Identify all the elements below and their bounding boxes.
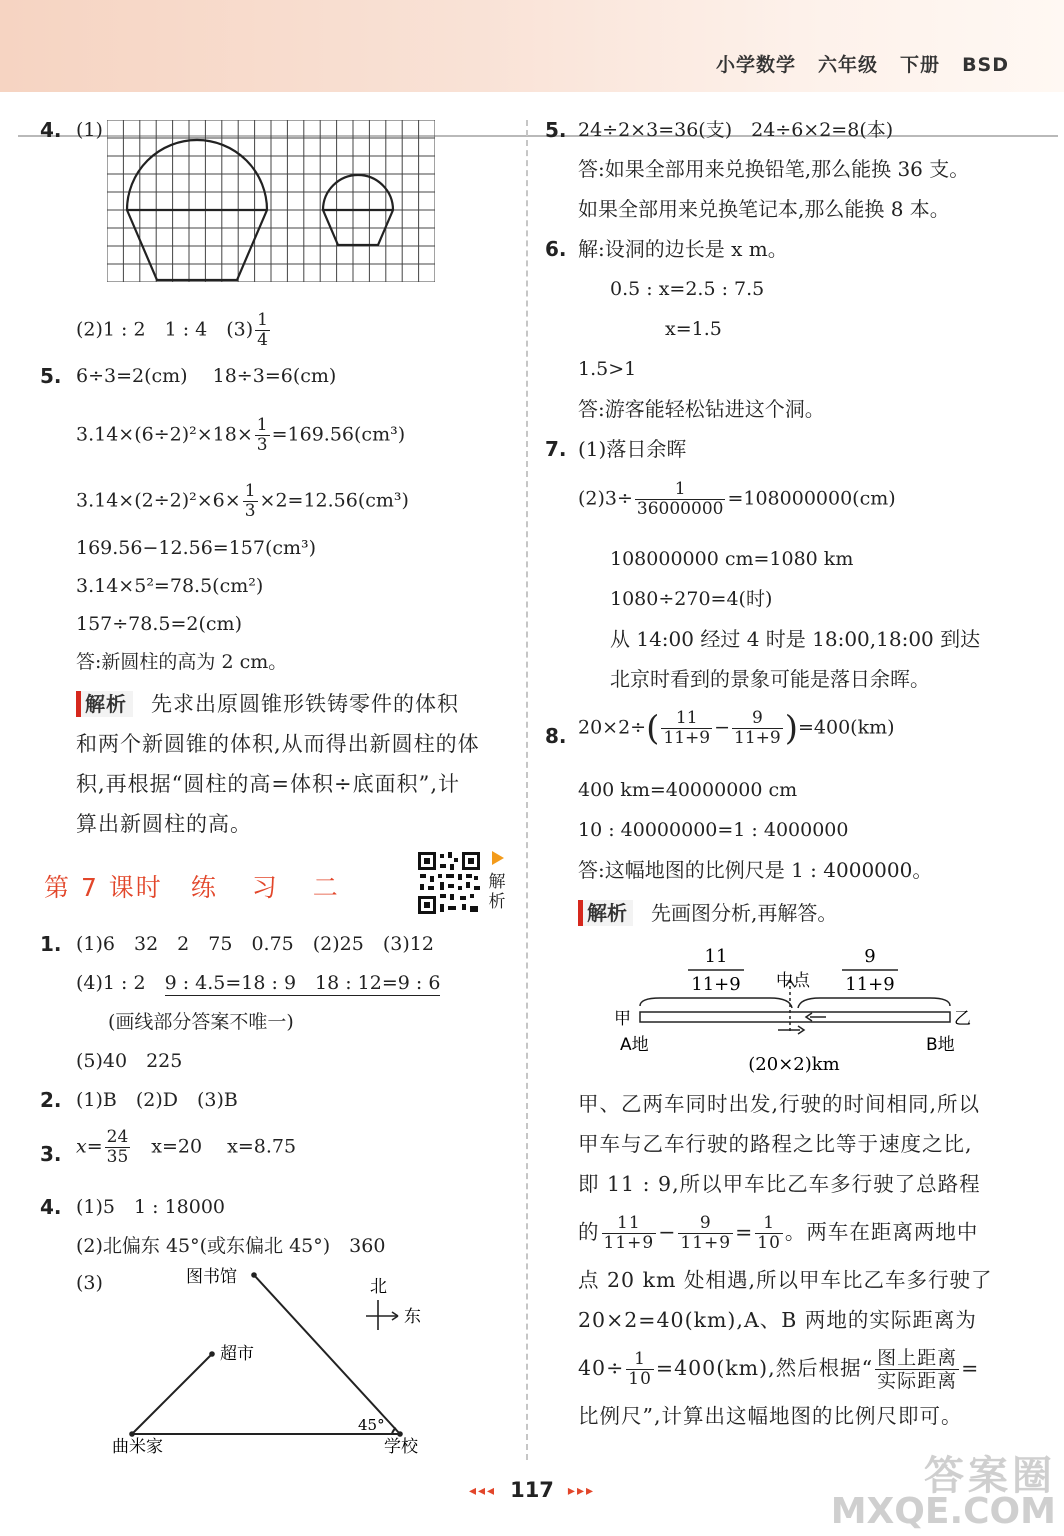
frac-num: 1 [256, 415, 268, 435]
e1-line2 [76, 971, 440, 995]
school-point [397, 1431, 403, 1437]
e1-line1: (1)6 32 2 75 0.75 (2)25 (3)12 [76, 933, 434, 955]
e1-line4: (5)40 225 [76, 1050, 183, 1072]
diag-jia: 甲 [614, 1009, 631, 1029]
r8-minus: − [714, 716, 730, 739]
e1-l2-underlined: 9 : 4.5=18 : 9 18 : 12=9 : 6 [164, 972, 441, 994]
book-info [694, 50, 1009, 77]
watermark [830, 1453, 1056, 1532]
analysis-line3: 积,再根据“圆柱的高=体积÷底面积”,计 [76, 772, 461, 796]
e3-fraction [105, 1128, 131, 1167]
diag-distance: (20×2)km [748, 1054, 840, 1075]
frac-num: 9 [678, 1214, 733, 1234]
expl-frac3 [755, 1214, 783, 1253]
prev-arrows-icon[interactable]: ◂◂◂ [468, 1483, 497, 1499]
r5-line2: 答:如果全部用来兑换铅笔,那么能换 36 支。 [578, 157, 970, 181]
frac-den: 11+9 [734, 728, 781, 748]
r6-line3: x=1.5 [665, 318, 722, 340]
paren-close: ) [784, 708, 798, 749]
r6-line4: 1.5>1 [578, 358, 637, 380]
q5-l3-fraction [243, 482, 258, 521]
next-arrows-icon[interactable]: ▸▸▸ [567, 1483, 596, 1499]
analysis-line4: 算出新圆柱的高。 [76, 812, 252, 836]
analysis-label: 解析 [578, 900, 633, 926]
r8-frac1 [661, 709, 712, 748]
frac-den: 10 [628, 1369, 652, 1389]
r8-l1a: 20×2÷ [578, 716, 647, 739]
q5-line2 [76, 416, 405, 455]
home-label: 曲米家 [112, 1437, 163, 1457]
frac-num: 1 [635, 480, 726, 500]
expl-l7b: =400(km),然后根据“ [655, 1356, 874, 1380]
expl-line6: 20×2=40(km),A、B 两地的实际距离为 [578, 1308, 977, 1332]
diag-midpoint: 中点 [776, 971, 810, 991]
q5-l2a: 3.14×(6÷2)²×18× [76, 423, 253, 446]
diag-frac1-num: 11 [704, 946, 728, 967]
frac-num: 11 [602, 1214, 657, 1234]
e4-number: 4. [40, 1195, 62, 1219]
e2-number: 2. [40, 1088, 62, 1112]
column-divider [526, 120, 528, 1460]
expl-l4b: 。两车在距离两地中 [784, 1220, 979, 1244]
map-lines [132, 1275, 400, 1434]
q5-line6: 157÷78.5=2(cm) [76, 613, 242, 635]
r7-line1: (1)落日余晖 [578, 437, 687, 461]
e1-line3: (画线部分答案不唯一) [108, 1011, 294, 1033]
grade: 六年级 [818, 54, 879, 76]
r6-number: 6. [545, 237, 567, 261]
e4-line2: (2)北偏东 45°(或东偏北 45°) 360 [76, 1235, 386, 1257]
watermark-line1: 答案圈 [924, 1453, 1056, 1499]
e2-line1: (1)B (2)D (3)B [76, 1089, 238, 1111]
q5-l3b: ×2=12.56(cm³) [259, 489, 409, 512]
expl-eq: = [735, 1220, 754, 1244]
play-icon [492, 851, 504, 865]
diag-frac1-den: 11+9 [691, 974, 741, 995]
frac-num: 1 [244, 481, 256, 501]
q5-l2-fraction [255, 416, 270, 455]
frac-den: 3 [244, 501, 256, 521]
frac-num: 24 [106, 1127, 129, 1147]
frac-num: 1 [626, 1350, 654, 1370]
library-label: 图书馆 [186, 1267, 237, 1287]
q4-number: 4. [40, 118, 62, 142]
frac-den: 实际距离 [877, 1370, 958, 1392]
frac-den: 11+9 [680, 1233, 732, 1253]
frac-den: 11+9 [663, 728, 711, 748]
q4-part2-text: (2)1 : 2 1 : 4 (3) [76, 318, 254, 341]
expl-minus: − [658, 1220, 677, 1244]
page-number-text: 117 [510, 1478, 554, 1502]
qr-label: 解析 [488, 872, 506, 912]
r8-line1 [578, 709, 895, 748]
diag-frac2-num: 9 [864, 946, 876, 967]
east-label: 东 [404, 1307, 421, 1327]
frac-num: 1 [257, 310, 268, 330]
home-point [129, 1431, 135, 1437]
r5-number: 5. [545, 118, 567, 142]
frac-num: 9 [732, 709, 783, 729]
analysis-label: 解析 [76, 691, 133, 717]
e4-line1: (1)5 1 : 18000 [76, 1196, 226, 1218]
expl-line4 [578, 1204, 1038, 1260]
q5-line3 [76, 482, 409, 521]
q5-answer: 答:新圆柱的高为 2 cm。 [76, 651, 288, 673]
r5-line1: 24÷2×3=36(支) 24÷6×2=8(本) [578, 119, 894, 141]
frac-den: 3 [256, 435, 268, 455]
subject: 小学数学 [716, 54, 797, 76]
diag-yi: 乙 [954, 1009, 971, 1029]
frac-num: 1 [755, 1214, 783, 1234]
angle-label: 45° [358, 1416, 385, 1434]
expl-frac1 [602, 1214, 657, 1253]
q5-line4: 169.56−12.56=157(cm³) [76, 537, 317, 559]
q4-part2 [76, 311, 272, 350]
north-label: 北 [370, 1277, 387, 1297]
expl-line1: 甲、乙两车同时出发,行驶的时间相同,所以 [578, 1092, 981, 1116]
small-shape [323, 175, 393, 245]
volume: 下册 [900, 54, 941, 76]
edition: BSD [962, 54, 1009, 76]
r7-line3: 108000000 cm=1080 km [610, 548, 854, 570]
compass-icon [366, 1300, 398, 1330]
r8-distance-diagram [600, 940, 990, 1080]
expl-line3: 即 11 : 9,所以甲车比乙车多行驶了总路程 [578, 1172, 981, 1196]
r7-l2b: =108000000(cm) [727, 487, 896, 510]
r5-line3: 如果全部用来兑换笔记本,那么能换 8 本。 [578, 197, 950, 221]
market-label: 超市 [220, 1344, 254, 1364]
grid-lines [107, 120, 435, 282]
r7-l2a: (2)3÷ [578, 487, 633, 510]
r8-frac2 [732, 709, 783, 748]
frac-den: 35 [106, 1147, 129, 1167]
q5-l2b: =169.56(cm³) [271, 423, 406, 446]
diag-b-place: B地 [926, 1035, 955, 1055]
r8-explanation [578, 1084, 1038, 1436]
watermark-line2: MXQE.COM [830, 1491, 1056, 1532]
e3-line1 [76, 1128, 296, 1167]
expl-line7 [578, 1340, 1038, 1396]
q4-part1: (1) [76, 119, 103, 141]
r8-number: 8. [545, 724, 567, 748]
e3-b: x=20 x=8.75 [132, 1135, 297, 1158]
r8-analysis [578, 900, 837, 926]
expl-l4a: 的 [578, 1220, 600, 1244]
expl-line2: 甲车与乙车行驶的路程之比等于速度之比, [578, 1132, 973, 1156]
expl-frac4 [626, 1350, 654, 1389]
market-point [209, 1351, 215, 1357]
r8-line4: 答:这幅地图的比例尺是 1 : 4000000。 [578, 858, 933, 882]
frac-den: 11+9 [603, 1233, 655, 1253]
e3-number: 3. [40, 1142, 62, 1166]
frac-num: 11 [661, 709, 712, 729]
r7-fraction [635, 480, 726, 519]
r8-line2: 400 km=40000000 cm [578, 779, 798, 801]
q4-fraction [255, 311, 270, 350]
r7-line5: 从 14:00 经过 4 时是 18:00,18:00 到达 [610, 627, 981, 651]
e1-number: 1. [40, 932, 62, 956]
e4-line3: (3) [76, 1272, 103, 1294]
r6-line1: 解:设洞的边长是 x m。 [578, 237, 788, 261]
analysis-text: 先画图分析,再解答。 [651, 901, 838, 925]
expl-line8: 比例尺”,计算出这幅地图的比例尺即可。 [578, 1404, 963, 1428]
lesson-number: 第 7 课时 [44, 873, 163, 902]
qr-code-icon[interactable] [416, 850, 482, 916]
r7-line2 [578, 480, 896, 519]
r8-line3: 10 : 40000000=1 : 4000000 [578, 819, 849, 841]
school-label: 学校 [384, 1437, 418, 1457]
e1-l2a: (4)1 : 2 [76, 972, 165, 994]
r7-line4: 1080÷270=4(时) [610, 588, 773, 610]
lesson-title [44, 868, 352, 904]
expl-frac2 [678, 1214, 733, 1253]
analysis-line2: 和两个新圆锥的体积,从而得出新圆柱的体 [76, 732, 480, 756]
e4-map [100, 1262, 440, 1462]
frac-den: 10 [757, 1233, 781, 1253]
r6-line2: 0.5 : x=2.5 : 7.5 [610, 278, 765, 300]
q5-l3a: 3.14×(2÷2)²×6× [76, 489, 241, 512]
diag-frac2-den: 11+9 [845, 974, 895, 995]
q5-line1: 6÷3=2(cm) 18÷3=6(cm) [76, 365, 337, 387]
q5-analysis [76, 684, 516, 844]
lesson-name: 练 习 二 [190, 873, 352, 902]
r8-l1b: =400(km) [797, 716, 895, 739]
r6-line5: 答:游客能轻松钻进这个洞。 [578, 397, 825, 421]
q4-grid-drawing [107, 120, 435, 282]
r7-line6: 北京时看到的景象可能是落日余晖。 [610, 667, 930, 691]
frac-den: 36000000 [636, 499, 724, 519]
diag-a-place: A地 [620, 1035, 649, 1055]
e3-a: x= [76, 1135, 103, 1158]
expl-frac5 [875, 1347, 959, 1392]
expl-line5: 点 20 km 处相遇,所以甲车比乙车多行驶了 [578, 1268, 993, 1292]
expl-l7c: = [961, 1356, 980, 1380]
expl-l7a: 40÷ [578, 1356, 625, 1380]
paren-open: ( [646, 708, 660, 749]
frac-num: 图上距离 [877, 1347, 958, 1369]
header-banner [0, 0, 1064, 92]
r7-number: 7. [545, 437, 567, 461]
large-shape [127, 140, 267, 280]
q5-line5: 3.14×5²=78.5(cm²) [76, 575, 264, 597]
library-point [251, 1272, 257, 1278]
q5-number: 5. [40, 364, 62, 388]
frac-den: 4 [257, 330, 268, 350]
analysis-line1: 先求出原圆锥形铁铸零件的体积 [151, 692, 459, 716]
